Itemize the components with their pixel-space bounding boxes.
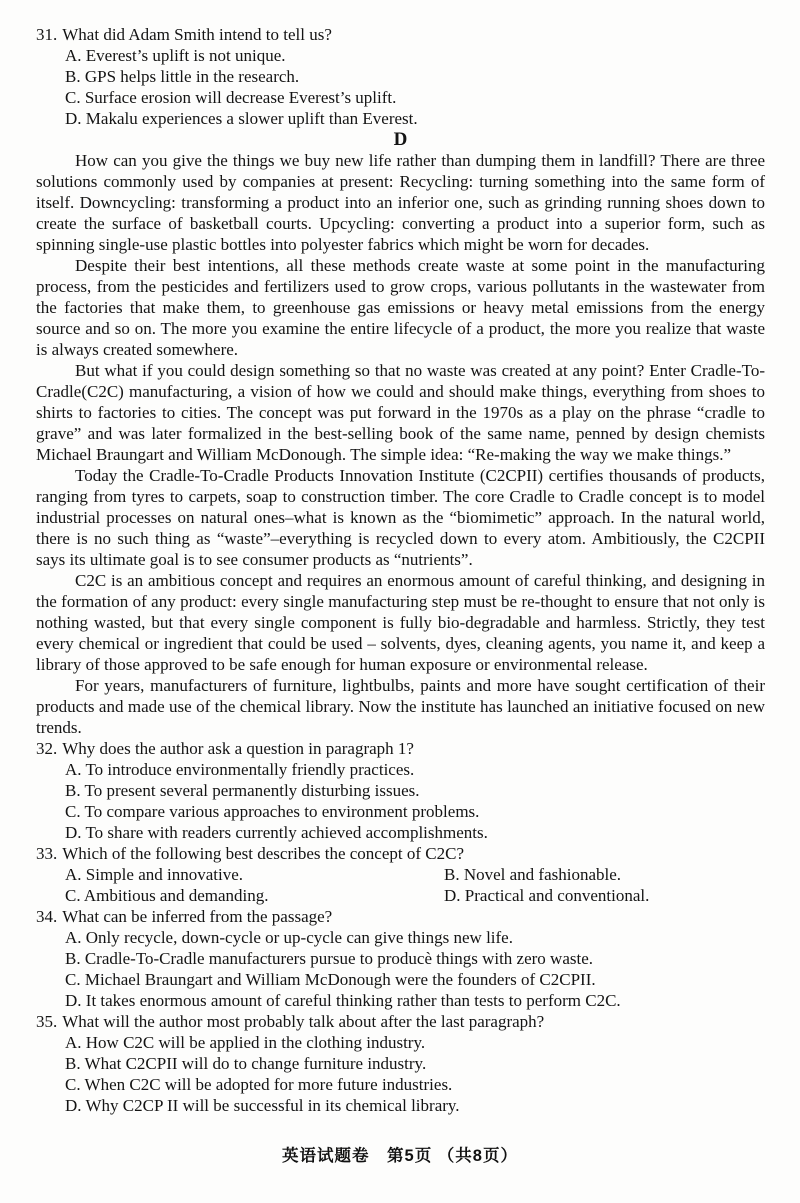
- question-31-option-d: D. Makalu experiences a slower uplift than Everest.: [65, 109, 418, 128]
- question-34-option-a: A. Only recycle, down-cycle or up-cycle can give things new life.: [65, 928, 513, 947]
- question-35: [36, 1011, 765, 1116]
- question-35-option-a: A. How C2C will be applied in the clothing industry.: [65, 1033, 426, 1052]
- question-35-option-c: C. When C2C will be adopted for more future industries.: [65, 1075, 453, 1094]
- question-35-option-b: B. What C2CPII will do to change furniture industry.: [65, 1054, 427, 1073]
- question-32-option-a: A. To introduce environmentally friendly practices.: [65, 760, 415, 779]
- passage-d: [36, 150, 765, 738]
- question-number: 32.: [36, 739, 58, 758]
- question-34-option-d: D. It takes enormous amount of careful thinking rather than tests to perform C2C.: [65, 991, 621, 1010]
- passage-paragraph-6: For years, manufacturers of furniture, lightbulbs, paints and more have sought certification of their products and made use of the chemical library. Now the institute has launched an initiative focused on new trends.: [36, 676, 765, 737]
- question-34-stem: [36, 906, 765, 927]
- question-stem-text: What did Adam Smith intend to tell us?: [62, 25, 332, 44]
- question-31: [36, 24, 765, 129]
- question-stem-text: Why does the author ask a question in paragraph 1?: [62, 739, 414, 758]
- question-stem-text: Which of the following best describes the concept of C2C?: [62, 844, 464, 863]
- question-number: 31.: [36, 25, 58, 44]
- question-32-option-b: B. To present several permanently disturbing issues.: [65, 781, 420, 800]
- passage-section-label: D: [393, 129, 408, 150]
- question-33-option-row-2: [36, 885, 765, 906]
- question-33-option-row-1: [36, 864, 765, 885]
- question-32-stem: [36, 738, 765, 759]
- question-number: 33.: [36, 844, 58, 863]
- question-33-option-b: B. Novel and fashionable.: [444, 865, 622, 884]
- passage-paragraph-1: How can you give the things we buy new life rather than dumping them in landfill? There are three solutions commonly used by companies at present: Recycling: turning something into the same form of itself. Downcycling: transforming a product into an inferior one, such as grinding running shoes down to create the surface of basketball courts. Upcycling: converting a product into a superior form, such as spinning single-use plastic bottles into polyester fabrics which might be worn for decades.: [36, 151, 765, 254]
- question-33-option-a: A. Simple and innovative.: [65, 865, 244, 884]
- question-31-stem: [36, 24, 765, 45]
- question-32-option-c: C. To compare various approaches to environment problems.: [65, 802, 480, 821]
- question-34-option-b: B. Cradle-To-Cradle manufacturers pursue to producè things with zero waste.: [65, 949, 594, 968]
- question-33-stem: [36, 843, 765, 864]
- question-34: [36, 906, 765, 1011]
- question-stem-text: What can be inferred from the passage?: [62, 907, 333, 926]
- question-33-option-d: D. Practical and conventional.: [444, 886, 650, 905]
- question-number: 35.: [36, 1012, 58, 1031]
- question-33-option-c: C. Ambitious and demanding.: [65, 886, 269, 905]
- question-32: [36, 738, 765, 843]
- question-stem-text: What will the author most probably talk about after the last paragraph?: [62, 1012, 545, 1031]
- question-31-option-b: B. GPS helps little in the research.: [65, 67, 300, 86]
- question-35-stem: [36, 1011, 765, 1032]
- question-35-option-d: D. Why C2CP II will be successful in its chemical library.: [65, 1096, 460, 1115]
- question-33: [36, 843, 765, 906]
- page-footer: 英语试题卷 第5页 （共8页）: [282, 1147, 518, 1165]
- question-number: 34.: [36, 907, 58, 926]
- question-34-option-c: C. Michael Braungart and William McDonough were the founders of C2CPII.: [65, 970, 596, 989]
- passage-paragraph-4: Today the Cradle-To-Cradle Products Innovation Institute (C2CPII) certifies thousands of products, ranging from tyres to carpets, soap to construction timber. The core Cradle to Cradle concept is to model industrial processes on natural ones–what is known as the “biomimetic” approach. In the natural world, there is no such thing as “waste”–everything is recycled down to every atom. Ambitiously, the C2CPII says its ultimate goal is to see consumer products as “nutrients”.: [36, 466, 765, 569]
- passage-paragraph-2: Despite their best intentions, all these methods create waste at some point in the manufacturing process, from the pesticides and fertilizers used to grow crops, various pollutants in the wastewater from the factories that make them, to greenhouse gas emissions or heavy metal emissions from the energy source and so on. The more you examine the entire lifecycle of a product, the more you realize that waste is always created somewhere.: [36, 256, 765, 359]
- question-31-option-c: C. Surface erosion will decrease Everest’s uplift.: [65, 88, 397, 107]
- passage-paragraph-3: But what if you could design something so that no waste was created at any point? Enter Cradle-To-Cradle(C2C) manufacturing, a vision of how we could and should make things, everything from shoes to shirts to factories to cities. The concept was put forward in the 1970s as a play on the phrase “cradle to grave” and was later formalized in the best-selling book of the same name, penned by design chemists Michael Braungart and William McDonough. The simple idea: “Re-making the way we make things.”: [36, 361, 765, 464]
- question-32-option-d: D. To share with readers currently achieved accomplishments.: [65, 823, 488, 842]
- question-31-option-a: A. Everest’s uplift is not unique.: [65, 46, 286, 65]
- passage-paragraph-5: C2C is an ambitious concept and requires an enormous amount of careful thinking, and designing in the formation of any product: every single manufacturing step must be re-thought to ensure that not only is nothing wasted, but that every single component is fully bio-degradable and harmless. Strictly, they test every chemical or ingredient that could be used – solvents, dyes, cleaning agents, you name it, and keep a library of those approved to be safe enough for human exposure or environmental release.: [36, 571, 765, 674]
